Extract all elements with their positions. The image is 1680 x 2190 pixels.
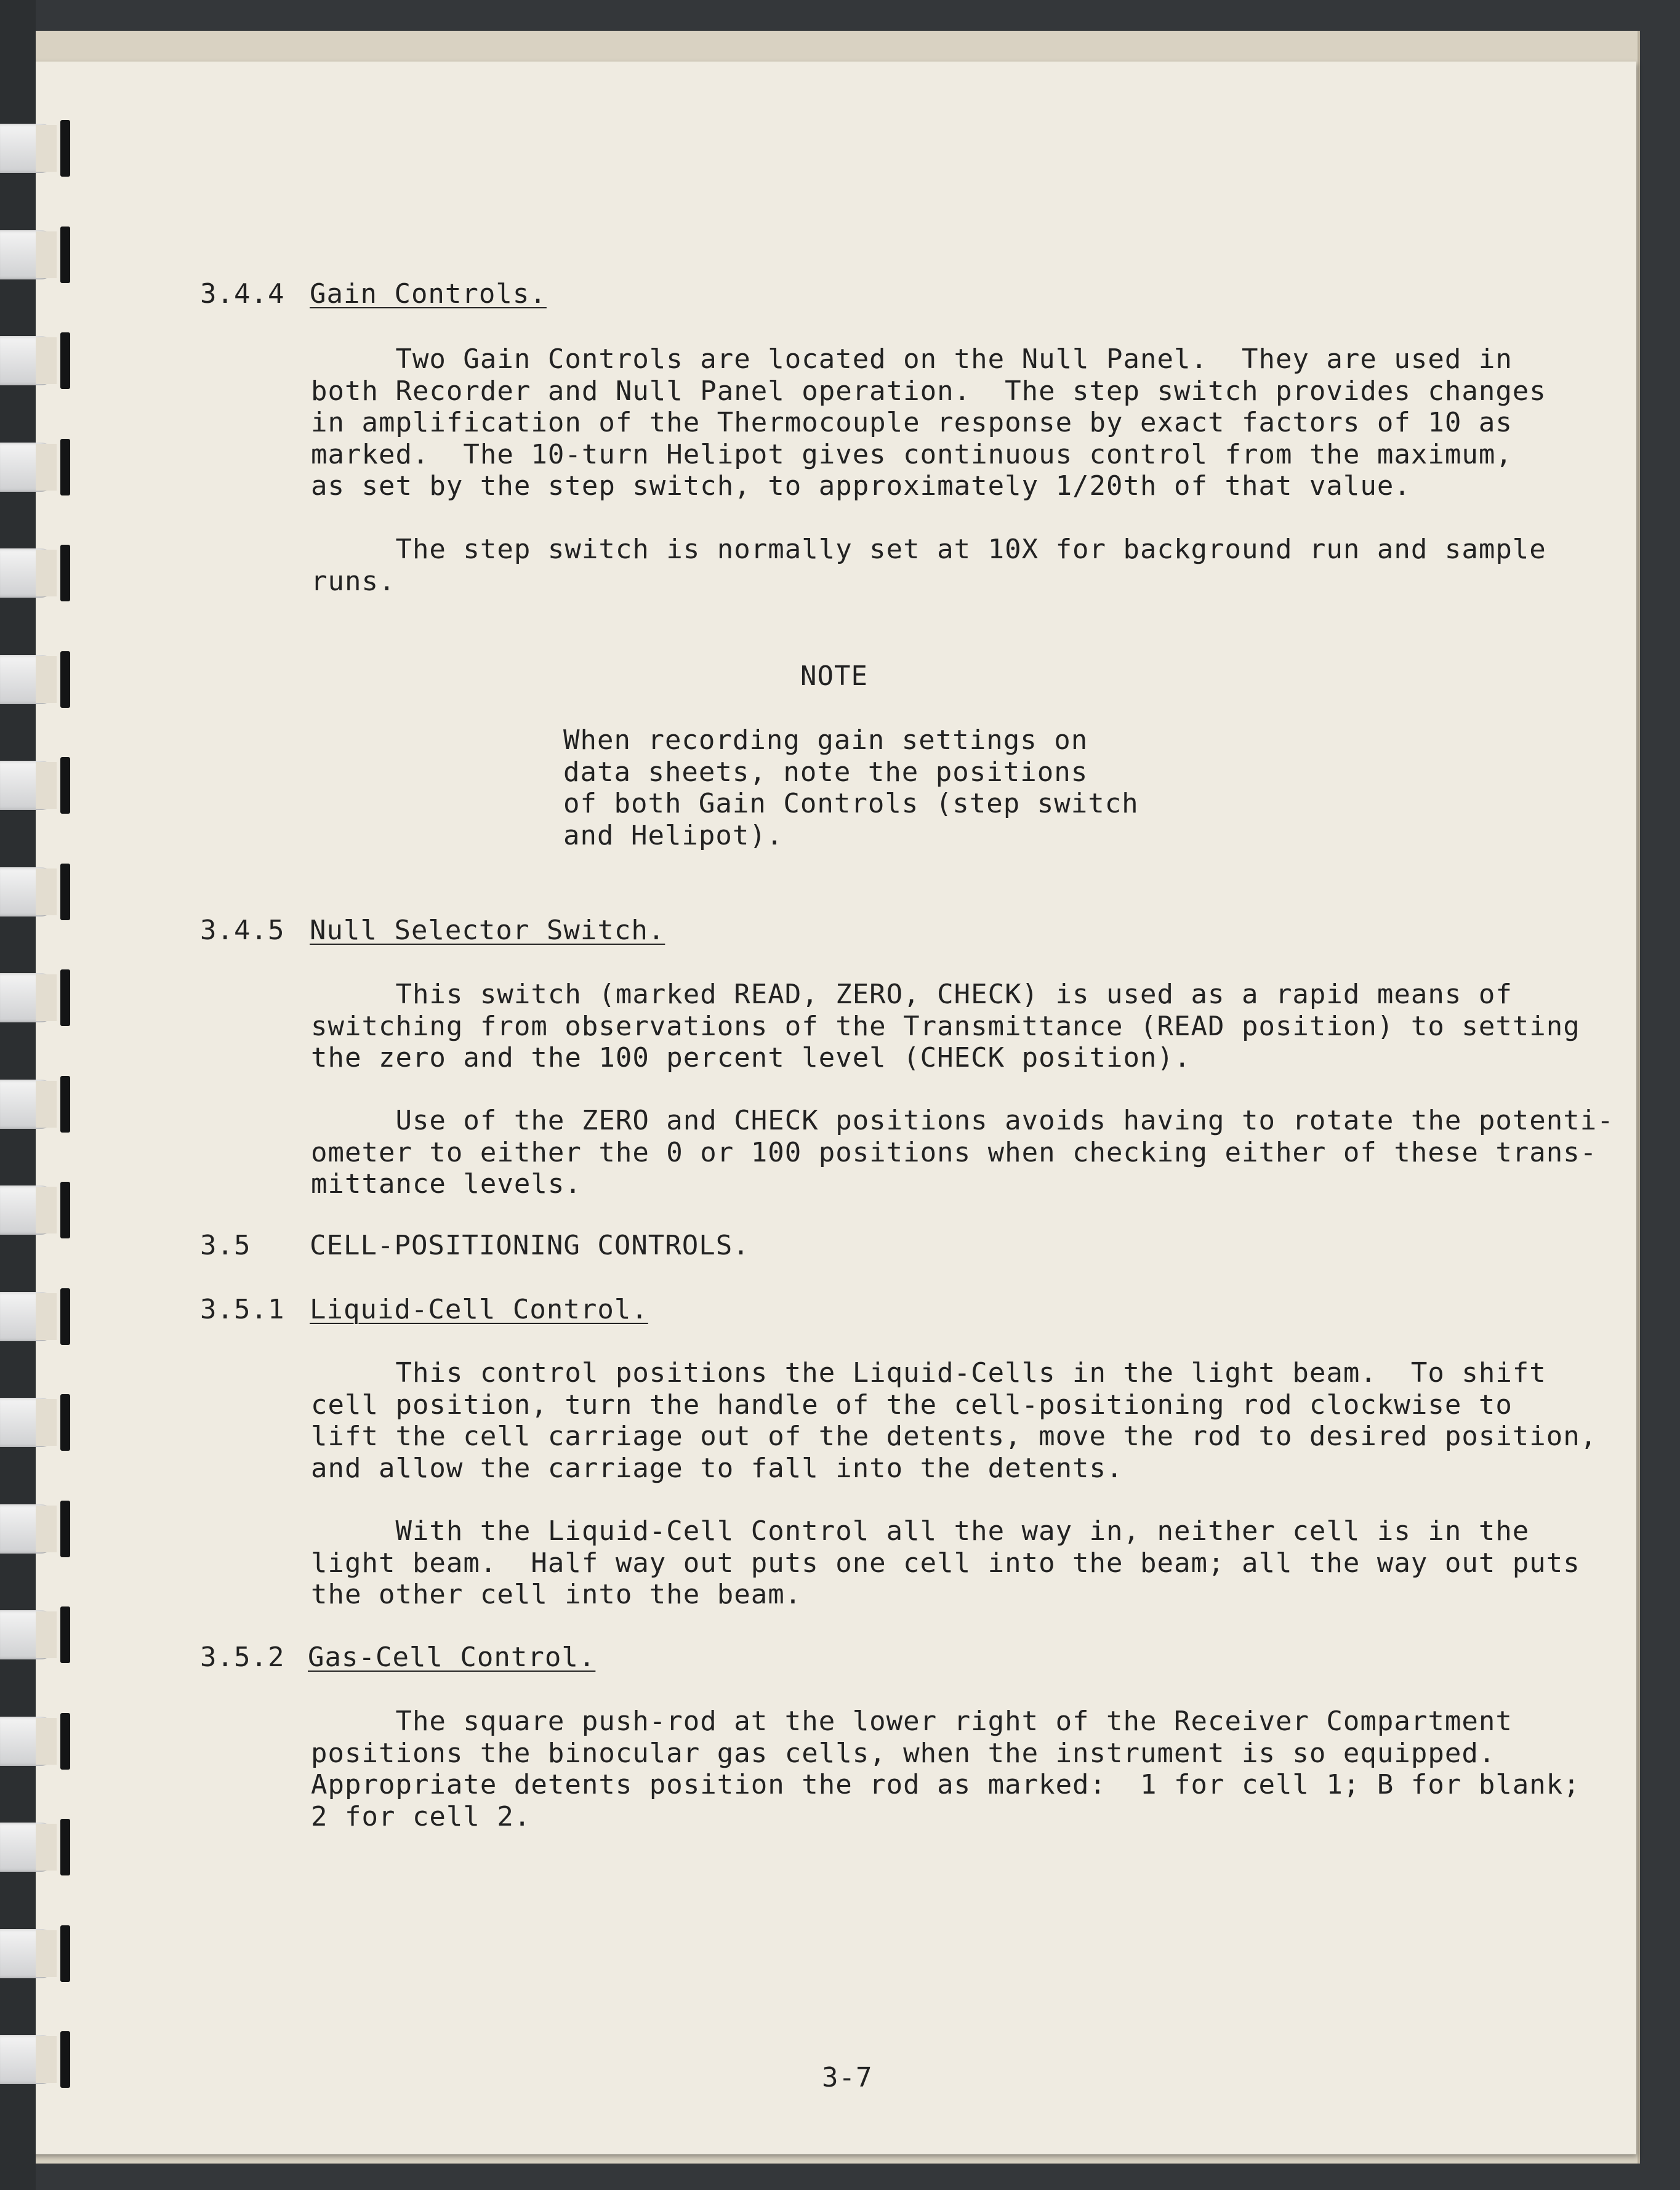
paragraph: This switch (marked READ, ZERO, CHECK) is used as a rapid means of switching from observations of the Transmittance (READ position) to setting the zero and the 100 percent level (CHECK position). [311,979,1580,1073]
note-title: NOTE [800,660,868,692]
paragraph: With the Liquid-Cell Control all the way in, neither cell is in the light beam. Half way out puts one cell into the beam; all the way out puts the other cell into the beam. [311,1515,1580,1610]
paragraph: The step switch is normally set at 10X for background run and sample runs. [311,534,1546,597]
section-title: Gain Controls. [310,278,547,310]
section-number: 3.5 [200,1230,251,1261]
section-number: 3.4.5 [200,915,285,946]
note-body: When recording gain settings on data sheets, note the positions of both Gain Controls (step switch and Helipot). [563,724,1139,851]
section-number: 3.5.1 [200,1294,285,1325]
section-title: Null Selector Switch. [310,915,665,946]
paragraph: Use of the ZERO and CHECK positions avoids having to rotate the potenti- ometer to either the 0 or 100 positions when checking either of these trans- mittance levels. [311,1105,1614,1200]
paragraph: The square push-rod at the lower right of the Receiver Compartment positions the binocular gas cells, when the instrument is so equipped. Appropriate detents position the rod as marked: 1 for cell 1; B for blank; 2 for cell 2. [311,1706,1580,1832]
section-number: 3.4.4 [200,278,285,310]
paragraph: This control positions the Liquid-Cells in the light beam. To shift cell position, turn the handle of the cell-positioning rod clockwise to lift the cell carriage out of the detents, move the rod to desired position, and allow the carriage to fall into the detents. [311,1357,1598,1484]
section-number: 3.5.2 [200,1642,285,1673]
section-title: CELL-POSITIONING CONTROLS. [310,1230,750,1261]
paragraph: Two Gain Controls are located on the Null Panel. They are used in both Recorder and Null Panel operation. The step switch provides changes in amplification of the Thermocouple response by exact factors of 10 as marked. The 10-turn Helipot gives continuous control from the maximum, as set by the step switch, to approximately 1/20th of that value. [311,343,1546,502]
page-number: 3-7 [822,2062,873,2093]
section-title: Liquid-Cell Control. [310,1294,648,1325]
section-title: Gas-Cell Control. [308,1642,596,1673]
